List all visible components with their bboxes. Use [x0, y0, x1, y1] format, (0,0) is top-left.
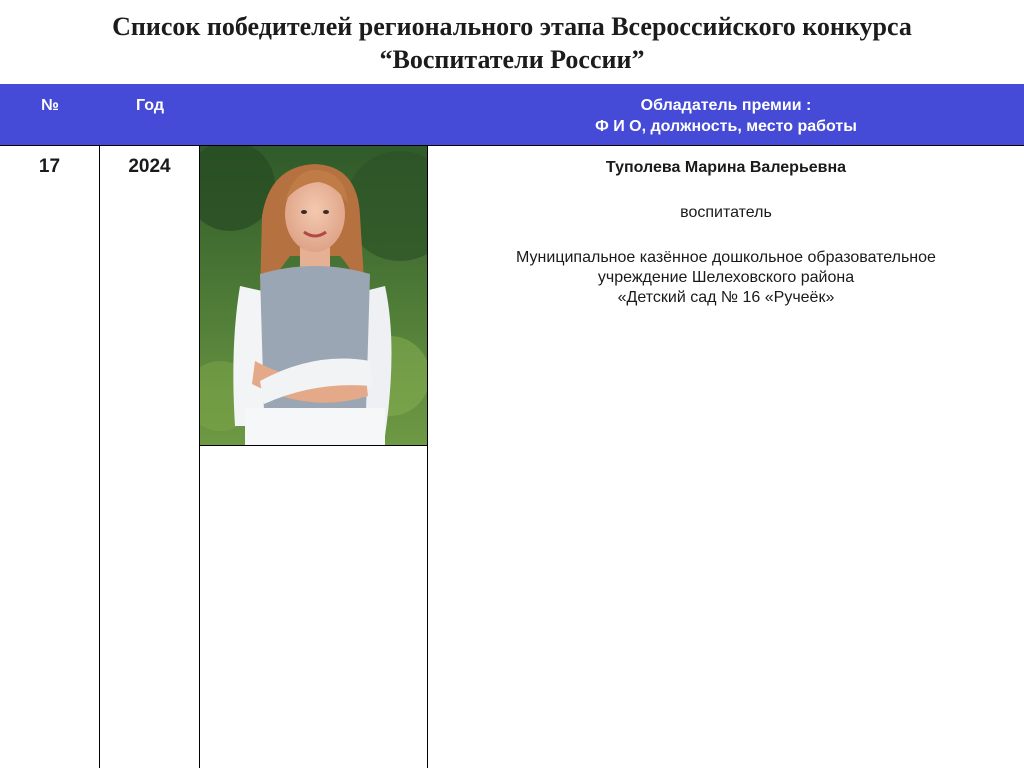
header-owner-line-2: Ф И О, должность, место работы: [595, 118, 857, 135]
winner-name: Туполева Марина Валерьевна: [605, 159, 847, 176]
row-year: 2024: [128, 156, 171, 177]
winner-photo: [200, 146, 427, 446]
row-number: 17: [38, 156, 61, 177]
table-top-border: [0, 145, 1024, 146]
photo-bottom-border: [200, 445, 428, 446]
org-line-2: учреждение Шелеховского района: [597, 269, 855, 286]
header-year: Год: [136, 97, 164, 114]
page-title: [0, 10, 1024, 76]
header-owner: [428, 95, 1024, 137]
header-number: №: [41, 97, 59, 114]
header-owner-line-1: Обладатель премии :: [640, 97, 812, 114]
table-header: [0, 84, 1024, 145]
winner-organization: [428, 248, 1024, 308]
winner-position: воспитатель: [680, 204, 772, 221]
org-line-3: «Детский сад № 16 «Ручеёк»: [617, 289, 835, 306]
owner-info: [428, 158, 1024, 308]
org-line-1: Муниципальное казённое дошкольное образовательное: [516, 249, 936, 266]
column-divider-1: [99, 145, 100, 768]
page-title-line-1: Список победителей регионального этапа Всероссийского конкурса: [112, 12, 912, 41]
page-title-line-2: “Воспитатели России”: [379, 45, 645, 74]
